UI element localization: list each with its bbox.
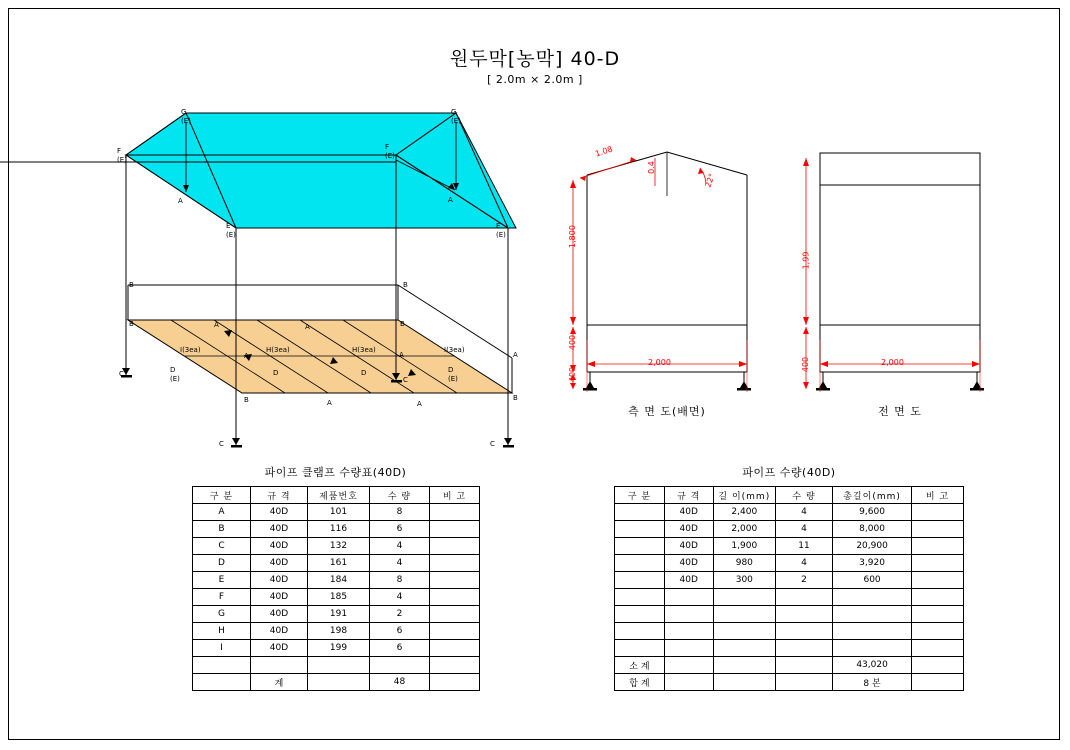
- clamp-table-head: [193, 487, 480, 504]
- table-cell: [713, 674, 775, 691]
- table-cell: [615, 589, 665, 606]
- iso-part-label: C: [219, 440, 224, 448]
- table-cell: B: [193, 521, 251, 538]
- table-cell: [775, 657, 832, 674]
- table-row: [193, 674, 480, 691]
- table-row: [193, 521, 480, 538]
- table-row: [615, 538, 964, 555]
- table-cell: [615, 521, 665, 538]
- table-cell: 9,600: [833, 504, 912, 521]
- table-cell: [370, 657, 430, 674]
- table-row: [615, 504, 964, 521]
- table-cell: 4: [775, 504, 832, 521]
- table-cell: 40D: [251, 521, 308, 538]
- table-cell: [615, 606, 665, 623]
- table-cell: 199: [308, 640, 370, 657]
- side-width-dim: 2,000: [648, 358, 671, 367]
- table-row: [193, 657, 480, 674]
- iso-part-label: F: [117, 147, 122, 155]
- iso-part-label: G: [451, 108, 457, 116]
- table-cell: [430, 657, 480, 674]
- iso-part-label: C: [490, 440, 495, 448]
- table-cell: [912, 572, 964, 589]
- table-cell: [775, 606, 832, 623]
- iso-part-label: A: [305, 323, 310, 331]
- table-row: [615, 640, 964, 657]
- front-view: [803, 153, 984, 392]
- table-cell: 2,000: [713, 521, 775, 538]
- iso-part-label: E: [226, 222, 231, 230]
- table-cell: [308, 674, 370, 691]
- table-cell: [713, 606, 775, 623]
- table-cell: [430, 572, 480, 589]
- column-header: 구 분: [615, 487, 665, 504]
- table-row: [193, 640, 480, 657]
- iso-part-label: F: [385, 143, 390, 151]
- table-row: [615, 589, 964, 606]
- iso-part-label: D: [273, 369, 279, 377]
- table-cell: 11: [775, 538, 832, 555]
- front-height-dim: 1,99: [801, 251, 811, 270]
- table-cell: [430, 674, 480, 691]
- table-cell: 4: [370, 589, 430, 606]
- table-cell: E: [193, 572, 251, 589]
- column-header: 수 량: [775, 487, 832, 504]
- table-cell: [430, 623, 480, 640]
- table-cell: [912, 589, 964, 606]
- table-cell: 132: [308, 538, 370, 555]
- table-row: [615, 521, 964, 538]
- table-cell: 184: [308, 572, 370, 589]
- iso-part-label: (E): [226, 231, 236, 239]
- table-cell: 40D: [664, 521, 713, 538]
- table-cell: [664, 623, 713, 640]
- iso-part-label: A: [327, 399, 332, 407]
- table-cell: [912, 640, 964, 657]
- table-cell: [615, 640, 665, 657]
- table-cell: F: [193, 589, 251, 606]
- table-cell: [430, 538, 480, 555]
- table-cell: 40D: [251, 606, 308, 623]
- iso-part-label: A: [214, 321, 219, 329]
- side-angle-dim: 22°: [703, 172, 717, 189]
- iso-part-label: B: [129, 320, 134, 328]
- table-cell: 8: [370, 504, 430, 521]
- table-cell: 2: [370, 606, 430, 623]
- table-row: [193, 572, 480, 589]
- table-cell: [833, 589, 912, 606]
- column-header: 길 이(mm): [713, 487, 775, 504]
- table-cell: [912, 521, 964, 538]
- table-cell: 6: [370, 623, 430, 640]
- pipe-quantity-table: [614, 486, 964, 691]
- table-cell: 4: [775, 555, 832, 572]
- front-width-dim: 2,000: [881, 358, 904, 367]
- table-row: [193, 504, 480, 521]
- table-cell: 40D: [664, 538, 713, 555]
- table-cell: H: [193, 623, 251, 640]
- table-cell: 6: [370, 640, 430, 657]
- table-cell: 40D: [664, 504, 713, 521]
- table-cell: [912, 674, 964, 691]
- table-cell: 6: [370, 521, 430, 538]
- iso-part-label: B: [403, 281, 408, 289]
- table-cell: [713, 657, 775, 674]
- iso-part-label: I(3ea): [180, 346, 201, 354]
- table-cell: 2,400: [713, 504, 775, 521]
- table-cell: [912, 657, 964, 674]
- table-cell: [430, 606, 480, 623]
- iso-part-label: B: [400, 320, 405, 328]
- table-cell: [664, 674, 713, 691]
- table-cell: [193, 657, 251, 674]
- table-row: [615, 606, 964, 623]
- iso-part-label: (E): [496, 231, 506, 239]
- table-cell: [664, 606, 713, 623]
- table-cell: 4: [370, 555, 430, 572]
- pipe-table-head: [615, 487, 964, 504]
- table-cell: 300: [713, 572, 775, 589]
- table-cell: 합 계: [615, 674, 665, 691]
- iso-part-label: A: [178, 197, 183, 205]
- clamp-table-body: [193, 504, 480, 691]
- table-cell: [615, 504, 665, 521]
- table-cell: [615, 623, 665, 640]
- table-cell: 101: [308, 504, 370, 521]
- front-band-dim: 400: [801, 356, 811, 373]
- table-cell: 600: [833, 572, 912, 589]
- iso-part-label: (E): [448, 375, 458, 383]
- table-row: [193, 538, 480, 555]
- table-cell: [430, 504, 480, 521]
- clamp-quantity-table: [192, 486, 480, 691]
- table-row: [193, 623, 480, 640]
- table-cell: [775, 623, 832, 640]
- table-cell: [775, 589, 832, 606]
- table-cell: [615, 555, 665, 572]
- column-header: 비 고: [430, 487, 480, 504]
- table-header-row: [193, 487, 480, 504]
- table-cell: [833, 606, 912, 623]
- table-row: [193, 589, 480, 606]
- table-cell: 40D: [251, 640, 308, 657]
- pipe-table-body: [615, 504, 964, 691]
- table-row: [193, 606, 480, 623]
- page-title: 원두막[농막] 40-D: [449, 48, 621, 70]
- column-header: 수 량: [370, 487, 430, 504]
- table-cell: [775, 674, 832, 691]
- iso-part-label: D: [170, 366, 176, 374]
- table-cell: 40D: [251, 555, 308, 572]
- iso-part-label: (E): [385, 152, 395, 160]
- table-cell: [664, 589, 713, 606]
- table-cell: 40D: [251, 538, 308, 555]
- table-cell: [912, 504, 964, 521]
- iso-part-label: C: [119, 370, 124, 378]
- front-view-caption: 전 면 도: [878, 405, 922, 418]
- iso-part-label: D: [448, 366, 454, 374]
- table-cell: 185: [308, 589, 370, 606]
- column-header: 비 고: [912, 487, 964, 504]
- table-cell: 2: [775, 572, 832, 589]
- table-cell: 40D: [251, 572, 308, 589]
- table-row: [193, 555, 480, 572]
- table-cell: 40D: [251, 589, 308, 606]
- iso-part-label: H(3ea): [266, 346, 290, 354]
- table-cell: 198: [308, 623, 370, 640]
- table-row: [615, 623, 964, 640]
- table-cell: 계: [251, 674, 308, 691]
- table-cell: 40D: [251, 623, 308, 640]
- table-cell: 4: [775, 521, 832, 538]
- table-cell: 191: [308, 606, 370, 623]
- table-cell: [430, 521, 480, 538]
- table-cell: 8 본: [833, 674, 912, 691]
- pipe-table-title: 파이프 수량(40D): [742, 466, 836, 479]
- iso-part-label: (E): [170, 375, 180, 383]
- table-cell: 40D: [664, 572, 713, 589]
- iso-part-label: E: [496, 222, 501, 230]
- table-cell: 116: [308, 521, 370, 538]
- iso-part-label: (E): [117, 156, 127, 164]
- table-cell: 8: [370, 572, 430, 589]
- table-cell: 소 계: [615, 657, 665, 674]
- table-cell: [430, 589, 480, 606]
- table-header-row: [615, 487, 964, 504]
- table-cell: [430, 555, 480, 572]
- side-band1-dim: 400: [568, 334, 578, 351]
- side-slope-dim: 1.08: [594, 144, 614, 159]
- column-header: 규 격: [664, 487, 713, 504]
- table-cell: 48: [370, 674, 430, 691]
- table-cell: [430, 640, 480, 657]
- table-cell: [664, 657, 713, 674]
- table-cell: [308, 657, 370, 674]
- side-height-dim: 1,800: [567, 225, 577, 248]
- column-header: 총길이(mm): [833, 487, 912, 504]
- table-row: [615, 674, 964, 691]
- table-cell: [615, 572, 665, 589]
- side-rise-dim: 0.4: [646, 161, 656, 174]
- table-cell: [713, 589, 775, 606]
- iso-part-label: G: [181, 108, 187, 116]
- table-cell: [912, 623, 964, 640]
- iso-part-label: C: [403, 376, 408, 384]
- table-row: [615, 657, 964, 674]
- table-cell: [912, 555, 964, 572]
- isometric-view: [0, 113, 516, 448]
- table-row: [615, 555, 964, 572]
- table-cell: 161: [308, 555, 370, 572]
- iso-part-label: A: [244, 352, 249, 360]
- table-cell: [912, 538, 964, 555]
- iso-part-label: (E): [451, 117, 461, 125]
- table-cell: 40D: [664, 555, 713, 572]
- iso-part-label: A: [513, 351, 518, 359]
- table-cell: [833, 623, 912, 640]
- iso-part-label: A: [399, 351, 404, 359]
- table-cell: 8,000: [833, 521, 912, 538]
- table-cell: 40D: [251, 504, 308, 521]
- table-cell: [912, 606, 964, 623]
- column-header: 구 분: [193, 487, 251, 504]
- table-cell: [664, 640, 713, 657]
- column-header: 규 격: [251, 487, 308, 504]
- table-cell: G: [193, 606, 251, 623]
- iso-part-label: (E): [181, 117, 191, 125]
- clamp-table-title: 파이프 클램프 수량표(40D): [264, 466, 407, 479]
- side-view: [567, 152, 751, 392]
- table-cell: [251, 657, 308, 674]
- page-subtitle: [ 2.0m × 2.0m ]: [487, 73, 583, 86]
- iso-part-label: A: [417, 400, 422, 408]
- table-cell: 43,020: [833, 657, 912, 674]
- iso-part-label: A: [448, 196, 453, 204]
- side-band2-dim: 400: [568, 366, 578, 383]
- column-header: 제품번호: [308, 487, 370, 504]
- side-view-caption: 측 면 도(배면): [628, 405, 706, 418]
- table-cell: 980: [713, 555, 775, 572]
- iso-part-label: D: [361, 369, 367, 377]
- table-cell: [775, 640, 832, 657]
- iso-part-label: B: [513, 394, 518, 402]
- table-cell: 20,900: [833, 538, 912, 555]
- table-cell: C: [193, 538, 251, 555]
- iso-part-label: H(3ea): [352, 346, 376, 354]
- table-cell: A: [193, 504, 251, 521]
- table-cell: D: [193, 555, 251, 572]
- table-cell: 3,920: [833, 555, 912, 572]
- table-cell: [833, 640, 912, 657]
- table-cell: 4: [370, 538, 430, 555]
- table-cell: [713, 640, 775, 657]
- table-cell: [193, 674, 251, 691]
- table-row: [615, 572, 964, 589]
- table-cell: [615, 538, 665, 555]
- iso-part-label: B: [244, 396, 249, 404]
- table-cell: 1,900: [713, 538, 775, 555]
- iso-part-label: B: [129, 281, 134, 289]
- table-cell: [713, 623, 775, 640]
- table-cell: I: [193, 640, 251, 657]
- iso-part-label: I(3ea): [444, 346, 465, 354]
